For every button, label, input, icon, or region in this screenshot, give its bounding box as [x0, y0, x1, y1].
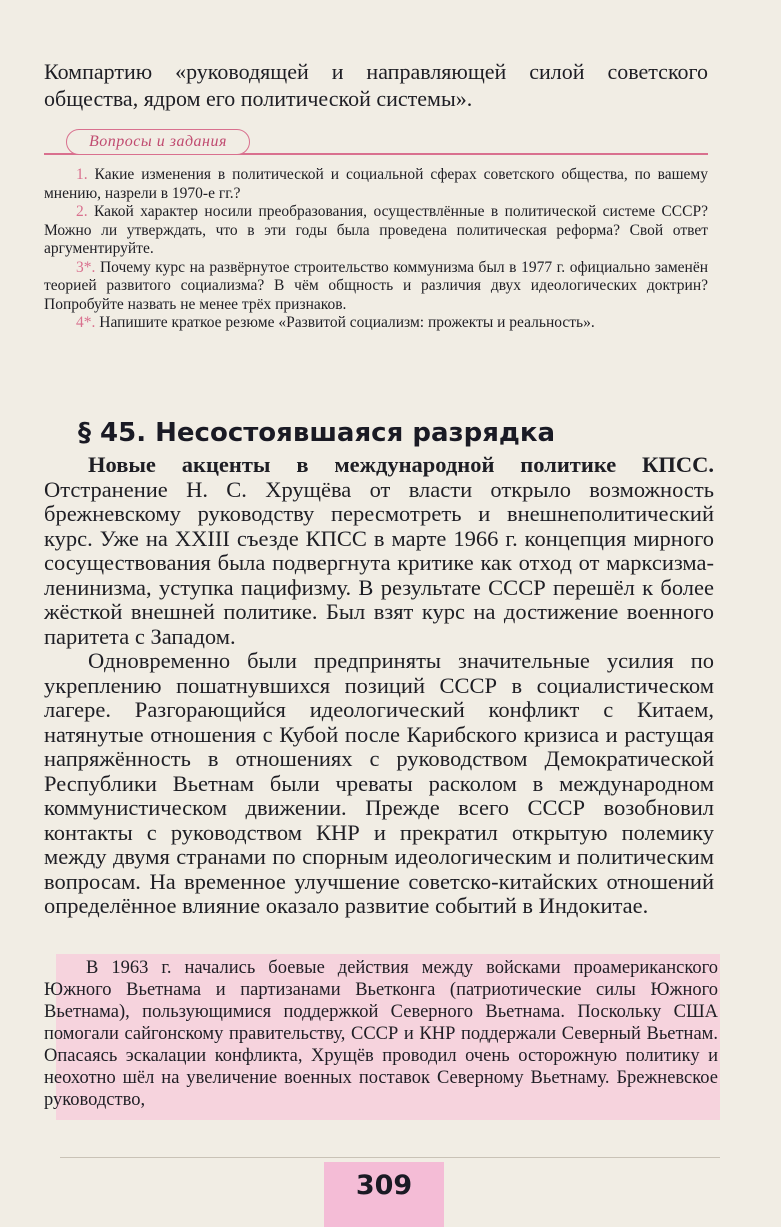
highlight-text: В 1963 г. начались боевые действия между войсками проамериканского Южного Вьетнама и партизанами Вьетконга (патриотические силы Южного Вьетнама), пользующимися поддержкой Северного Вьетнама. Поскольку США помогали сайгонскому правительству, СССР и КНР поддержали Северный Вьетнам. Опасаясь эскалации конфликта, Хрущёв проводил очень осторожную политику и неохотно шёл на увеличение военных поставок Северному Вьетнаму. Брежневское руководство, — [44, 958, 718, 1110]
question-text: Почему курс на развёрнутое строительство коммунизма был в 1977 г. официально заменён теорией развитого социализма? В чём общность и различия двух идеологических доктрин? Попробуйте назвать не менее трёх признаков. — [44, 258, 708, 313]
question-item — [44, 203, 708, 259]
question-number: 4*. — [76, 314, 96, 331]
lead-heading: Новые акценты в международной политике КПСС. — [88, 452, 714, 477]
section-body — [44, 453, 714, 919]
paragraph-text: Отстранение Н. С. Хрущёва от власти открыло возможность брежневскому руководству пересмотреть и внешнеполитический курс. Уже на XXIII съезде КПСС в марте 1966 г. концепция мирного сосуществования была подвергнута критике как отход от марксизма-ленинизма, уступка пацифизму. В результате СССР перешёл к более жёсткой внешней политике. Был взят курс на достижение военного паритета с Западом. — [44, 476, 714, 649]
highlight-box — [44, 957, 718, 1111]
body-paragraph: Одновременно были предприняты значительные усилия по укреплению пошатнувшихся позиций СССР в социалистическом лагере. Разгорающийся идеологический конфликт с Китаем, натянутые отношения с Кубой после Карибского кризиса и растущая напряжённость в отношениях с руководством Демократической Республики Вьетнам были чреваты расколом в международном коммунистическом движении. Прежде всего СССР возобновил контакты с руководством КНР и прекратил открытую полемику между двумя странами по спорным идеологическим и политическим вопросам. На временное улучшение советско-китайских отношений определённое влияние оказало развитие событий в Индокитае. — [44, 648, 714, 918]
page-number: 309 — [355, 1170, 413, 1201]
footer-divider — [60, 1157, 720, 1158]
questions-header — [44, 127, 708, 161]
question-text: Напишите краткое резюме «Развитой социализм: прожекты и реальность». — [95, 314, 595, 331]
question-text: Какой характер носили преобразования, осуществлённые в политической системе СССР? Можно ли утверждать, что в эти годы была проведена политическая реформа? Свой ответ аргументируйте. — [44, 203, 708, 257]
question-number: 2. — [76, 203, 88, 220]
question-number: 3*. — [76, 258, 96, 276]
intro-text: Компартию «руководящей и направляющей силой советского общества, ядром его политической системы». — [44, 59, 708, 111]
intro-paragraph — [44, 58, 708, 112]
questions-list — [44, 166, 708, 333]
section-title: § 45. Несостоявшаяся разрядка — [78, 418, 556, 448]
question-item — [44, 314, 708, 333]
question-text: Какие изменения в политической и социальной сферах советского общества, по вашему мнению, назрели в 1970-е гг.? — [44, 166, 708, 202]
question-item — [44, 166, 708, 203]
questions-label: Вопросы и задания — [66, 129, 250, 155]
question-item — [44, 259, 708, 315]
body-paragraph — [44, 453, 714, 649]
question-number: 1. — [76, 166, 88, 183]
